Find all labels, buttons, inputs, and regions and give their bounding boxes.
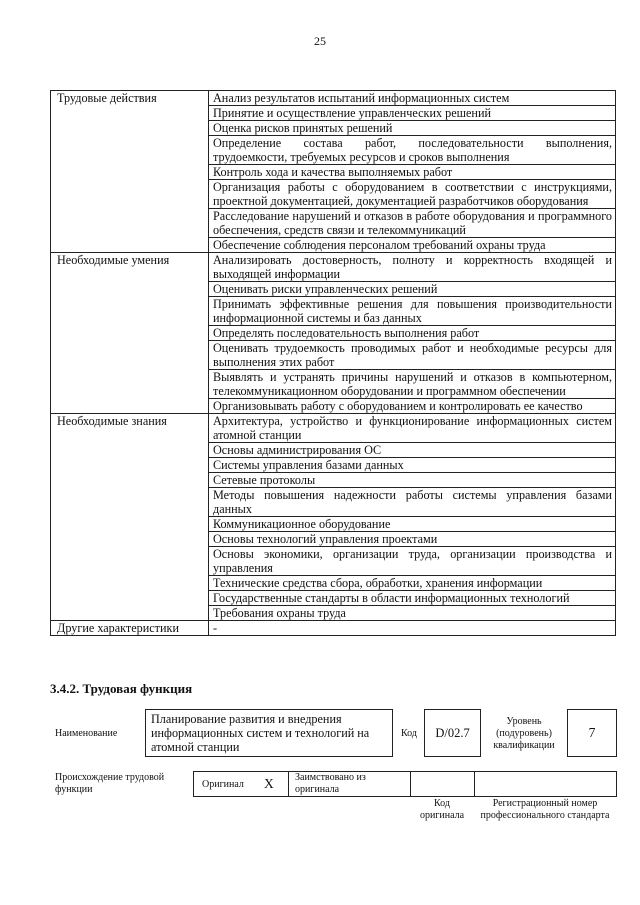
level-box xyxy=(567,709,617,757)
table-row xyxy=(51,621,616,636)
item-cell: Анализ результатов испытаний информационных систем xyxy=(209,91,616,106)
origin-code-box xyxy=(410,771,475,797)
borrowed-label: Заимствовано из оригинала xyxy=(295,772,366,795)
category-cell: Трудовые действия xyxy=(51,91,209,253)
code-label: Код xyxy=(401,728,417,739)
page-number: 25 xyxy=(314,34,326,48)
item-cell: Оценивать трудоемкость проводимых работ и необходимые ресурсы для выполнения этих работ xyxy=(209,341,616,370)
item-cell: Принятие и осуществление управленческих решений xyxy=(209,106,616,121)
code-caption: Код оригинала xyxy=(419,798,465,821)
code-value: D/02.7 xyxy=(435,726,470,740)
item-cell: Расследование нарушений и отказов в работе оборудования и программного обеспечения, средств связи и телекоммуникаций xyxy=(209,209,616,238)
labor-function-table xyxy=(50,90,616,636)
item-cell: Определять последовательность выполнения работ xyxy=(209,326,616,341)
item-cell: Принимать эффективные решения для повышения производительности информационной системы и баз данных xyxy=(209,297,616,326)
section-title: 3.4.2. Трудовая функция xyxy=(50,681,193,696)
reg-number-box xyxy=(474,771,617,797)
item-cell: Контроль хода и качества выполняемых работ xyxy=(209,165,616,180)
level-value: 7 xyxy=(588,725,596,740)
origin-label: Происхождение трудовой функции xyxy=(55,772,165,795)
original-mark: X xyxy=(264,776,274,791)
item-cell: Обеспечение соблюдения персоналом требований охраны труда xyxy=(209,238,616,253)
borrowed-box xyxy=(288,771,411,797)
item-cell: Требования охраны труда xyxy=(209,606,616,621)
item-cell: Основы технологий управления проектами xyxy=(209,532,616,547)
item-cell: Анализировать достоверность, полноту и корректность входящей и выходящей информации xyxy=(209,253,616,282)
item-cell: Оценивать риски управленческих решений xyxy=(209,282,616,297)
item-cell: Организация работы с оборудованием в соответствии с инструкциями, проектной документацией, документацией разработчиков оборудования xyxy=(209,180,616,209)
item-cell: Выявлять и устранять причины нарушений и отказов в компьютерном, телекоммуникационном оборудовании и программном обеспечении xyxy=(209,370,616,399)
table-row xyxy=(51,414,616,443)
category-cell: Другие характеристики xyxy=(51,621,209,636)
reg-caption: Регистрационный номер профессионального стандарта xyxy=(480,798,610,821)
table-row xyxy=(51,253,616,282)
item-cell: Архитектура, устройство и функционирование информационных систем атомной станции xyxy=(209,414,616,443)
name-box xyxy=(145,709,393,757)
item-cell: Основы администрирования ОС xyxy=(209,443,616,458)
name-label: Наименование xyxy=(55,728,118,739)
item-cell: Технические средства сбора, обработки, хранения информации xyxy=(209,576,616,591)
category-cell: Необходимые умения xyxy=(51,253,209,414)
function-name-value: Планирование развития и внедрения информационных систем и технологий на атомной станции xyxy=(151,712,370,754)
item-cell: Определение состава работ, последовательности выполнения, трудоемкости, требуемых ресурсов и сроков выполнения xyxy=(209,136,616,165)
item-cell: Методы повышения надежности работы системы управления базами данных xyxy=(209,488,616,517)
item-cell: Государственные стандарты в области информационных технологий xyxy=(209,591,616,606)
item-cell: Основы экономики, организации труда, организации производства и управления xyxy=(209,547,616,576)
level-label: Уровень (подуровень) квалификации xyxy=(493,716,555,751)
original-box xyxy=(193,771,289,797)
item-cell: Оценка рисков принятых решений xyxy=(209,121,616,136)
item-cell: Коммуникационное оборудование xyxy=(209,517,616,532)
category-cell: Необходимые знания xyxy=(51,414,209,621)
item-cell: - xyxy=(209,621,616,636)
item-cell: Организовывать работу с оборудованием и контролировать ее качество xyxy=(209,399,616,414)
item-cell: Системы управления базами данных xyxy=(209,458,616,473)
table-row xyxy=(51,91,616,106)
item-cell: Сетевые протоколы xyxy=(209,473,616,488)
code-box xyxy=(424,709,481,757)
original-label: Оригинал xyxy=(202,779,244,790)
